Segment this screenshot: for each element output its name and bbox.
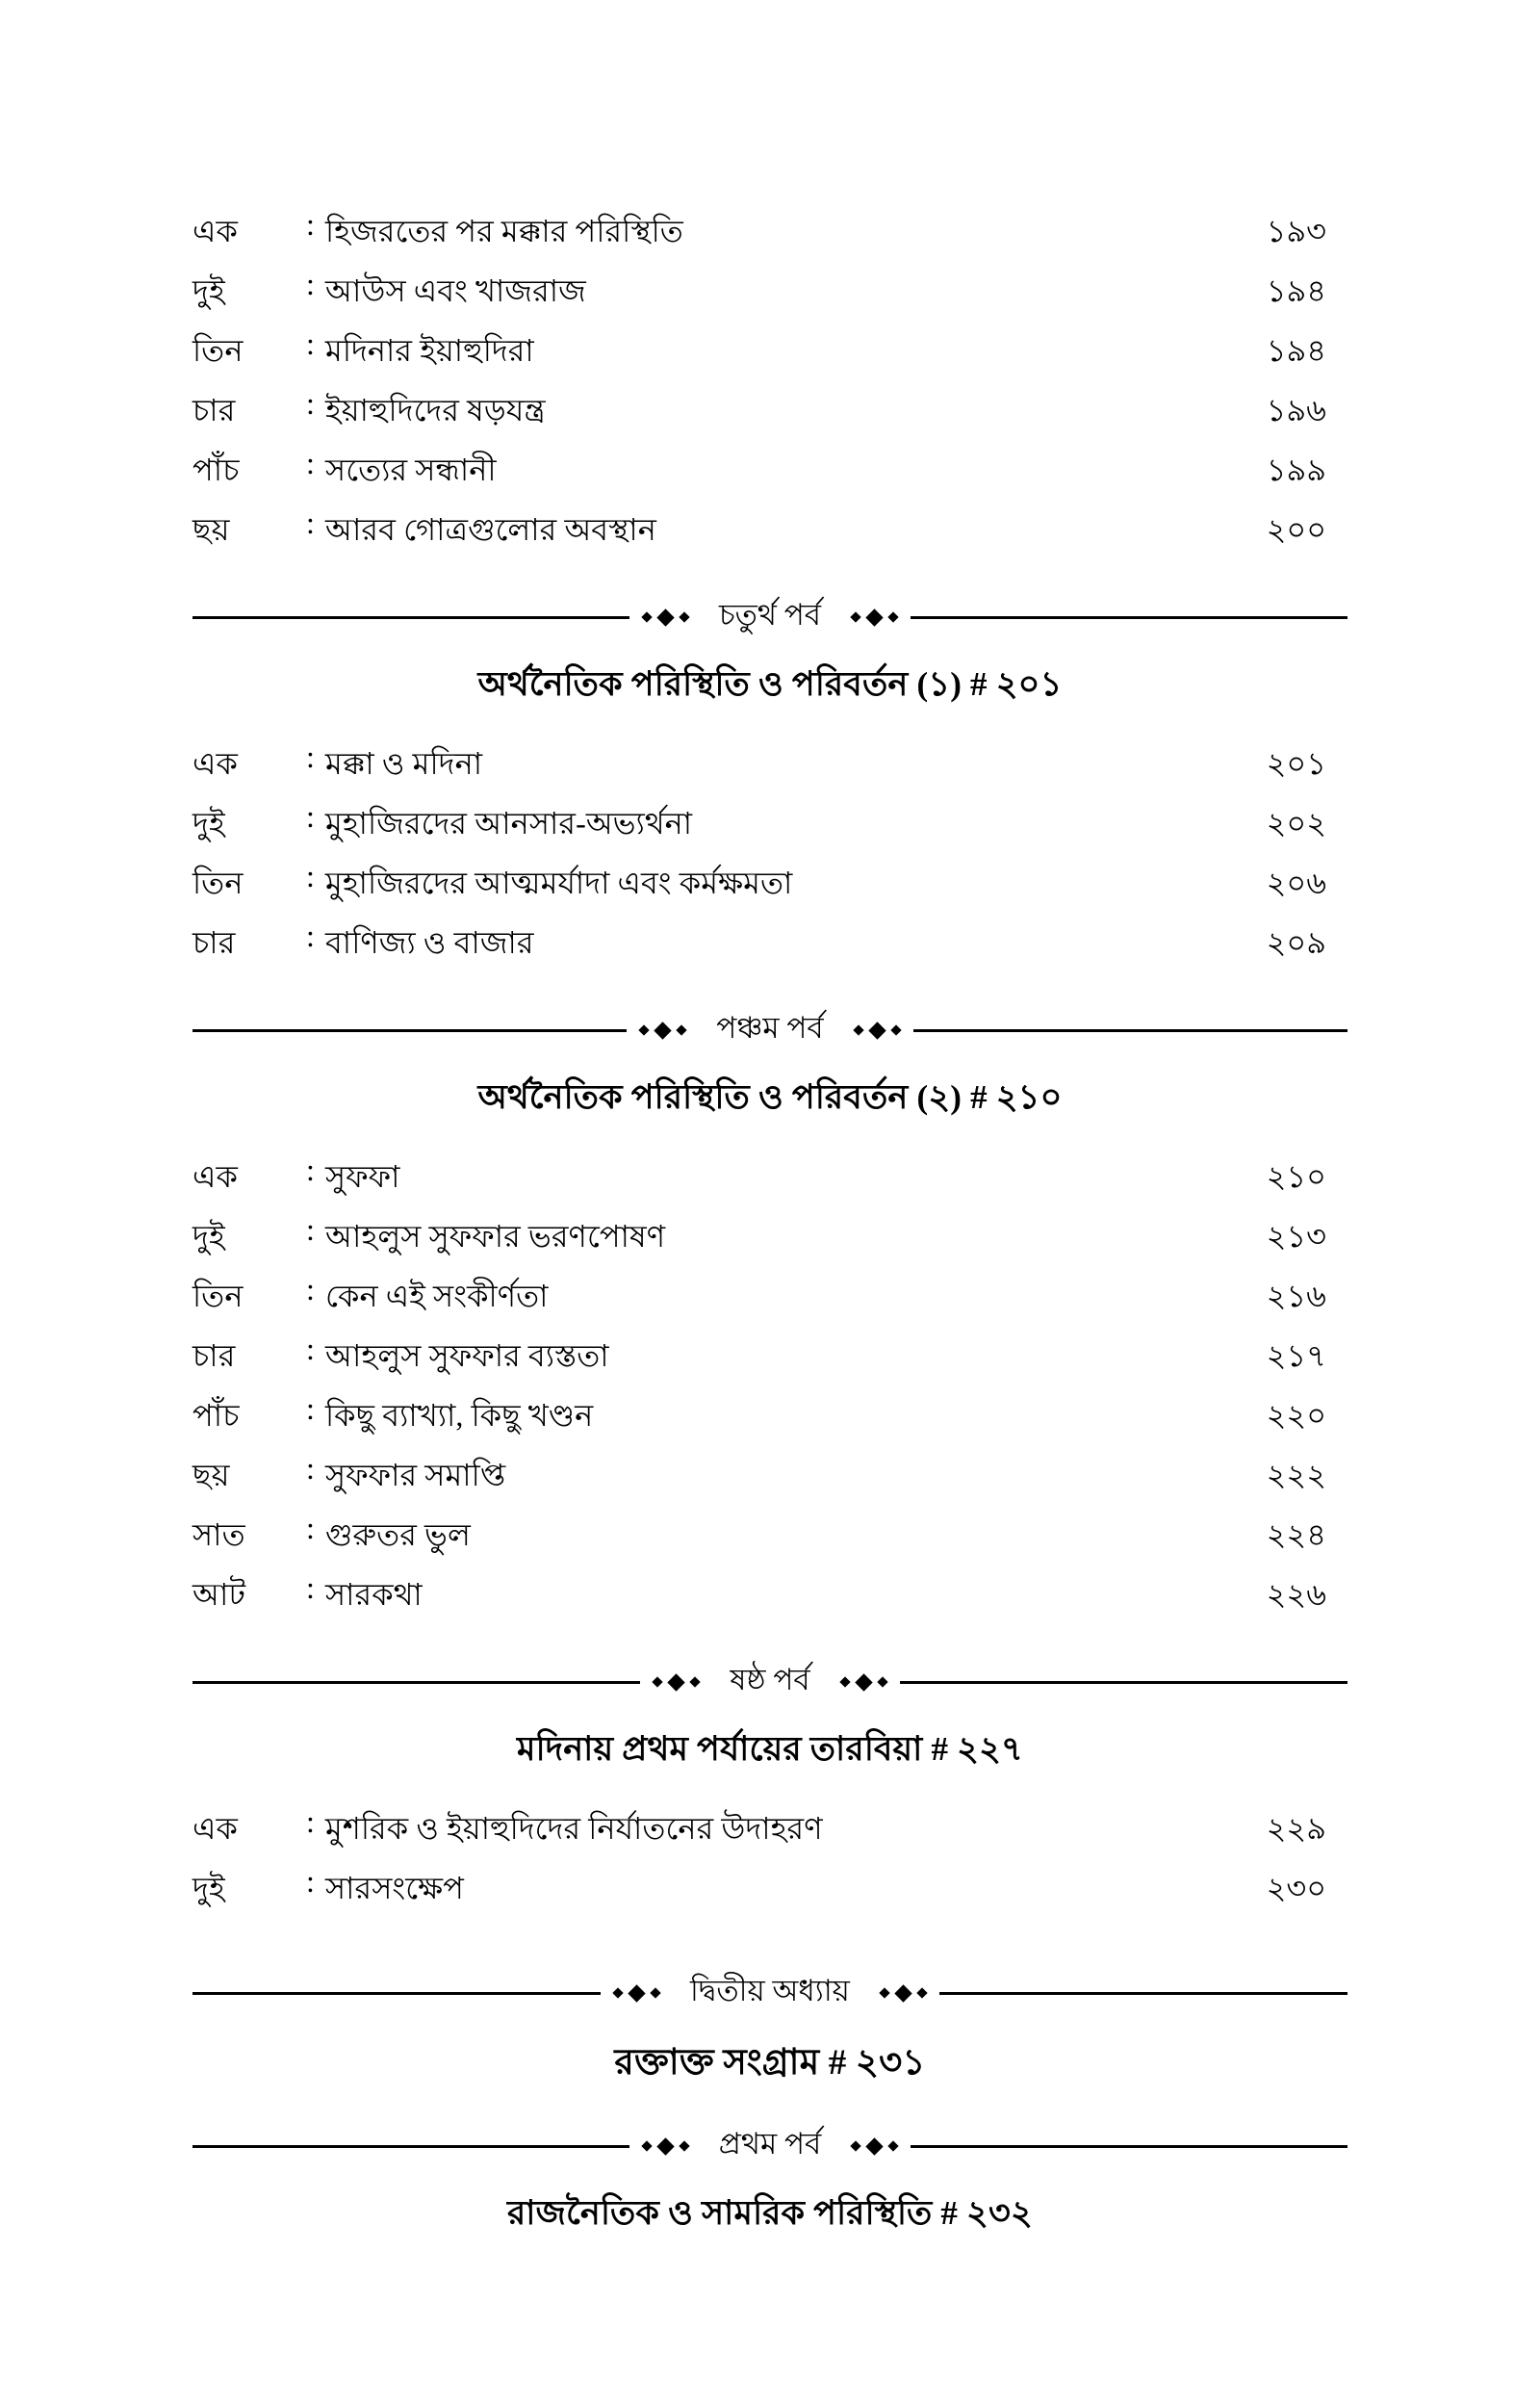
entry-colon: : [306, 1451, 315, 1486]
diamond-icon [855, 1673, 872, 1691]
entry-number: ছয় [192, 512, 230, 547]
diamond-icon [677, 1024, 687, 1035]
entry-number: এক [192, 1159, 239, 1194]
entry-page-number: ২২০ [1266, 1398, 1326, 1433]
diamond-icon [853, 1024, 863, 1035]
entry-page-number: ২০৬ [1266, 866, 1326, 900]
entry-number: এক [192, 1811, 239, 1846]
entry-title: আরব গোত্রগুলোর অবস্থান [325, 512, 656, 547]
diamond-icon [890, 1024, 901, 1035]
entry-page-number: ১৯৯ [1266, 453, 1326, 487]
entry-colon: : [306, 505, 315, 540]
chapter-title: রক্তাক্ত সংগ্রাম # ২৩১ [614, 2043, 926, 2083]
table-row [192, 1391, 1348, 1451]
diamond-icon [653, 1676, 663, 1687]
diamond-icon [866, 2137, 884, 2155]
diamond-icon [641, 2140, 652, 2151]
entry-page-number: ২০৯ [1266, 925, 1326, 960]
entry-page-number: ২৩০ [1266, 1871, 1326, 1905]
entry-number: তিন [192, 866, 244, 900]
entry-colon: : [306, 1152, 315, 1187]
toc-table [192, 739, 1348, 978]
entry-page-number: ১৯৩ [1266, 214, 1326, 248]
entry-title: ইয়াহুদিদের ষড়যন্ত্র [325, 393, 546, 427]
entry-title: সারকথা [325, 1577, 423, 1612]
divider-label: পঞ্চম পর্ব [716, 1011, 824, 1045]
table-row [192, 386, 1348, 446]
section-divider [192, 2127, 1348, 2165]
table-row [192, 326, 1348, 386]
toc-group [192, 1152, 1348, 1630]
entry-title: সত্যের সন্ধানী [325, 453, 497, 487]
table-row [192, 1804, 1348, 1864]
table-row [192, 799, 1348, 859]
diamond-icon [668, 1673, 685, 1691]
table-row [192, 859, 1348, 919]
diamond-ornament-icon [601, 1987, 673, 2000]
entry-colon: : [306, 1212, 315, 1247]
entry-title: গুরুতর ভুল [325, 1517, 471, 1552]
entry-number: দুই [192, 273, 225, 308]
entry-number: দুই [192, 1871, 225, 1905]
entry-title: সুফফা [325, 1159, 400, 1194]
entry-colon: : [306, 1864, 315, 1899]
entry-title: কেন এই সংকীর্ণতা [325, 1279, 549, 1313]
divider-rule-left [192, 1681, 640, 1684]
entry-page-number: ২০২ [1266, 806, 1326, 841]
entry-number: তিন [192, 1279, 244, 1313]
entry-title: আউস এবং খাজরাজ [325, 273, 586, 308]
diamond-icon [879, 1987, 889, 1998]
diamond-ornament-icon [629, 2140, 702, 2153]
diamond-icon [639, 1024, 650, 1035]
diamond-ornament-icon [640, 1676, 712, 1689]
entry-colon: : [306, 1332, 315, 1366]
entry-title: মদিনার ইয়াহুদিরা [325, 333, 534, 368]
entry-colon: : [306, 1272, 315, 1307]
diamond-ornament-icon [841, 1024, 913, 1037]
diamond-icon [888, 2140, 899, 2151]
toc-table [192, 207, 1348, 565]
entry-page-number: ২২২ [1266, 1458, 1326, 1492]
entry-colon: : [306, 859, 315, 893]
divider-rule-right [939, 1992, 1348, 1995]
entry-number: এক [192, 214, 239, 248]
entry-page-number: ২২৯ [1266, 1811, 1326, 1846]
divider-rule-left [192, 2145, 629, 2148]
entry-colon: : [306, 207, 315, 242]
diamond-icon [612, 1987, 623, 1998]
entry-colon: : [306, 1391, 315, 1426]
entry-colon: : [306, 1804, 315, 1839]
entry-title: মুহাজিরদের আত্মমর্যাদা এবং কর্মক্ষমতা [325, 866, 793, 900]
entry-number: দুই [192, 1219, 225, 1254]
entry-page-number: ২১০ [1266, 1159, 1326, 1194]
entry-colon: : [306, 1511, 315, 1545]
table-row [192, 1152, 1348, 1212]
toc-group [192, 739, 1348, 978]
entry-page-number: ১৯৬ [1266, 393, 1326, 427]
entry-number: তিন [192, 333, 244, 368]
divider-rule-right [911, 616, 1348, 619]
diamond-icon [851, 2140, 861, 2151]
entry-colon: : [306, 386, 315, 421]
entry-colon: : [306, 799, 315, 834]
table-row [192, 1332, 1348, 1391]
diamond-icon [654, 1022, 672, 1039]
table-row [192, 739, 1348, 799]
toc-table [192, 1152, 1348, 1630]
divider-rule-right [911, 2145, 1348, 2148]
entry-title: হিজরতের পর মক্কার পরিস্থিতি [325, 214, 683, 248]
section-divider [192, 1663, 1348, 1701]
diamond-icon [839, 1676, 850, 1687]
entry-number: ছয় [192, 1458, 230, 1492]
section-divider [192, 1974, 1348, 2012]
diamond-icon [887, 611, 898, 622]
entry-page-number: ২১৭ [1266, 1338, 1326, 1373]
toc-group [192, 1804, 1348, 1924]
entry-title: আহলুস সুফফার ব্যস্ততা [325, 1338, 609, 1373]
diamond-icon [628, 1984, 645, 2002]
entry-page-number: ২২৬ [1266, 1577, 1326, 1612]
section-divider [192, 1011, 1348, 1049]
entry-page-number: ২০১ [1266, 746, 1326, 781]
divider-label: ষষ্ঠ পর্ব [730, 1663, 810, 1696]
entry-page-number: ১৯৪ [1266, 333, 1326, 368]
entry-page-number: ২২৪ [1266, 1517, 1326, 1552]
table-row [192, 1451, 1348, 1511]
diamond-icon [877, 1676, 887, 1687]
entry-colon: : [306, 919, 315, 953]
divider-rule-right [913, 1029, 1348, 1032]
entry-title: মুশরিক ও ইয়াহুদিদের নির্যাতনের উদাহরণ [325, 1811, 823, 1846]
diamond-icon [690, 1676, 701, 1687]
diamond-icon [641, 611, 652, 622]
entry-number: চার [192, 925, 236, 960]
entry-colon: : [306, 446, 315, 480]
entry-page-number: ২১৩ [1266, 1219, 1326, 1254]
diamond-icon [679, 611, 689, 622]
toc-group [192, 207, 1348, 565]
entry-colon: : [306, 1570, 315, 1605]
table-row [192, 1272, 1348, 1332]
divider-label: দ্বিতীয় অধ্যায় [690, 1974, 850, 2007]
table-row [192, 1212, 1348, 1272]
diamond-ornament-icon [828, 1676, 900, 1689]
diamond-ornament-icon [838, 2140, 911, 2153]
table-row [192, 919, 1348, 978]
divider-rule-left [192, 1029, 627, 1032]
diamond-icon [656, 608, 674, 626]
entry-title: সুফফার সমাপ্তি [325, 1458, 506, 1492]
entry-number: সাত [192, 1517, 245, 1552]
table-row [192, 267, 1348, 326]
entry-title: মক্কা ও মদিনা [325, 746, 483, 781]
diamond-icon [894, 1984, 911, 2002]
toc-table [192, 1804, 1348, 1924]
entry-page-number: ২০০ [1266, 512, 1326, 547]
entry-title: সারসংক্ষেপ [325, 1871, 464, 1905]
entry-number: পাঁচ [192, 1398, 240, 1433]
entry-colon: : [306, 326, 315, 361]
spacer [192, 1928, 1348, 1941]
divider-rule-left [192, 616, 629, 619]
section-divider [192, 598, 1348, 636]
table-row [192, 1511, 1348, 1570]
divider-rule-left [192, 1992, 601, 1995]
divider-rule-right [900, 1681, 1348, 1684]
entry-page-number: ১৯৪ [1266, 273, 1326, 308]
table-row [192, 1570, 1348, 1630]
table-row [192, 446, 1348, 505]
divider-label: চতুর্থ পর্ব [718, 598, 822, 632]
entry-title: আহলুস সুফফার ভরণপোষণ [325, 1219, 666, 1254]
diamond-ornament-icon [629, 611, 702, 624]
entry-page-number: ২১৬ [1266, 1279, 1326, 1313]
section-title: মদিনায় প্রথম পর্যায়ের তারবিয়া # ২২৭ [517, 1730, 1023, 1768]
entry-title: মুহাজিরদের আনসার-অভ্যর্থনা [325, 806, 693, 841]
entry-colon: : [306, 267, 315, 301]
entry-number: দুই [192, 806, 225, 841]
divider-label: প্রথম পর্ব [718, 2127, 822, 2161]
entry-number: চার [192, 393, 236, 427]
entry-number: পাঁচ [192, 453, 240, 487]
diamond-icon [865, 608, 883, 626]
entry-number: আট [192, 1577, 246, 1612]
entry-colon: : [306, 739, 315, 774]
entry-number: এক [192, 746, 239, 781]
entry-title: বাণিজ্য ও বাজার [325, 925, 534, 960]
diamond-ornament-icon [627, 1024, 699, 1037]
diamond-icon [656, 2137, 674, 2155]
section-title: রাজনৈতিক ও সামরিক পরিস্থিতি # ২৩২ [507, 2194, 1033, 2232]
section-title: অর্থনৈতিক পরিস্থিতি ও পরিবর্তন (২) # ২১০ [477, 1078, 1063, 1116]
table-row [192, 1864, 1348, 1924]
entry-title: কিছু ব্যাখ্যা, কিছু খণ্ডন [325, 1398, 594, 1433]
entry-number: চার [192, 1338, 236, 1373]
diamond-icon [650, 1987, 660, 1998]
table-row [192, 207, 1348, 267]
diamond-icon [916, 1987, 927, 1998]
diamond-ornament-icon [867, 1987, 939, 2000]
diamond-icon [679, 2140, 689, 2151]
table-row [192, 505, 1348, 565]
diamond-ornament-icon [838, 611, 911, 624]
diamond-icon [868, 1022, 886, 1039]
diamond-icon [850, 611, 860, 622]
section-title: অর্থনৈতিক পরিস্থিতি ও পরিবর্তন (১) # ২০১ [477, 665, 1063, 703]
